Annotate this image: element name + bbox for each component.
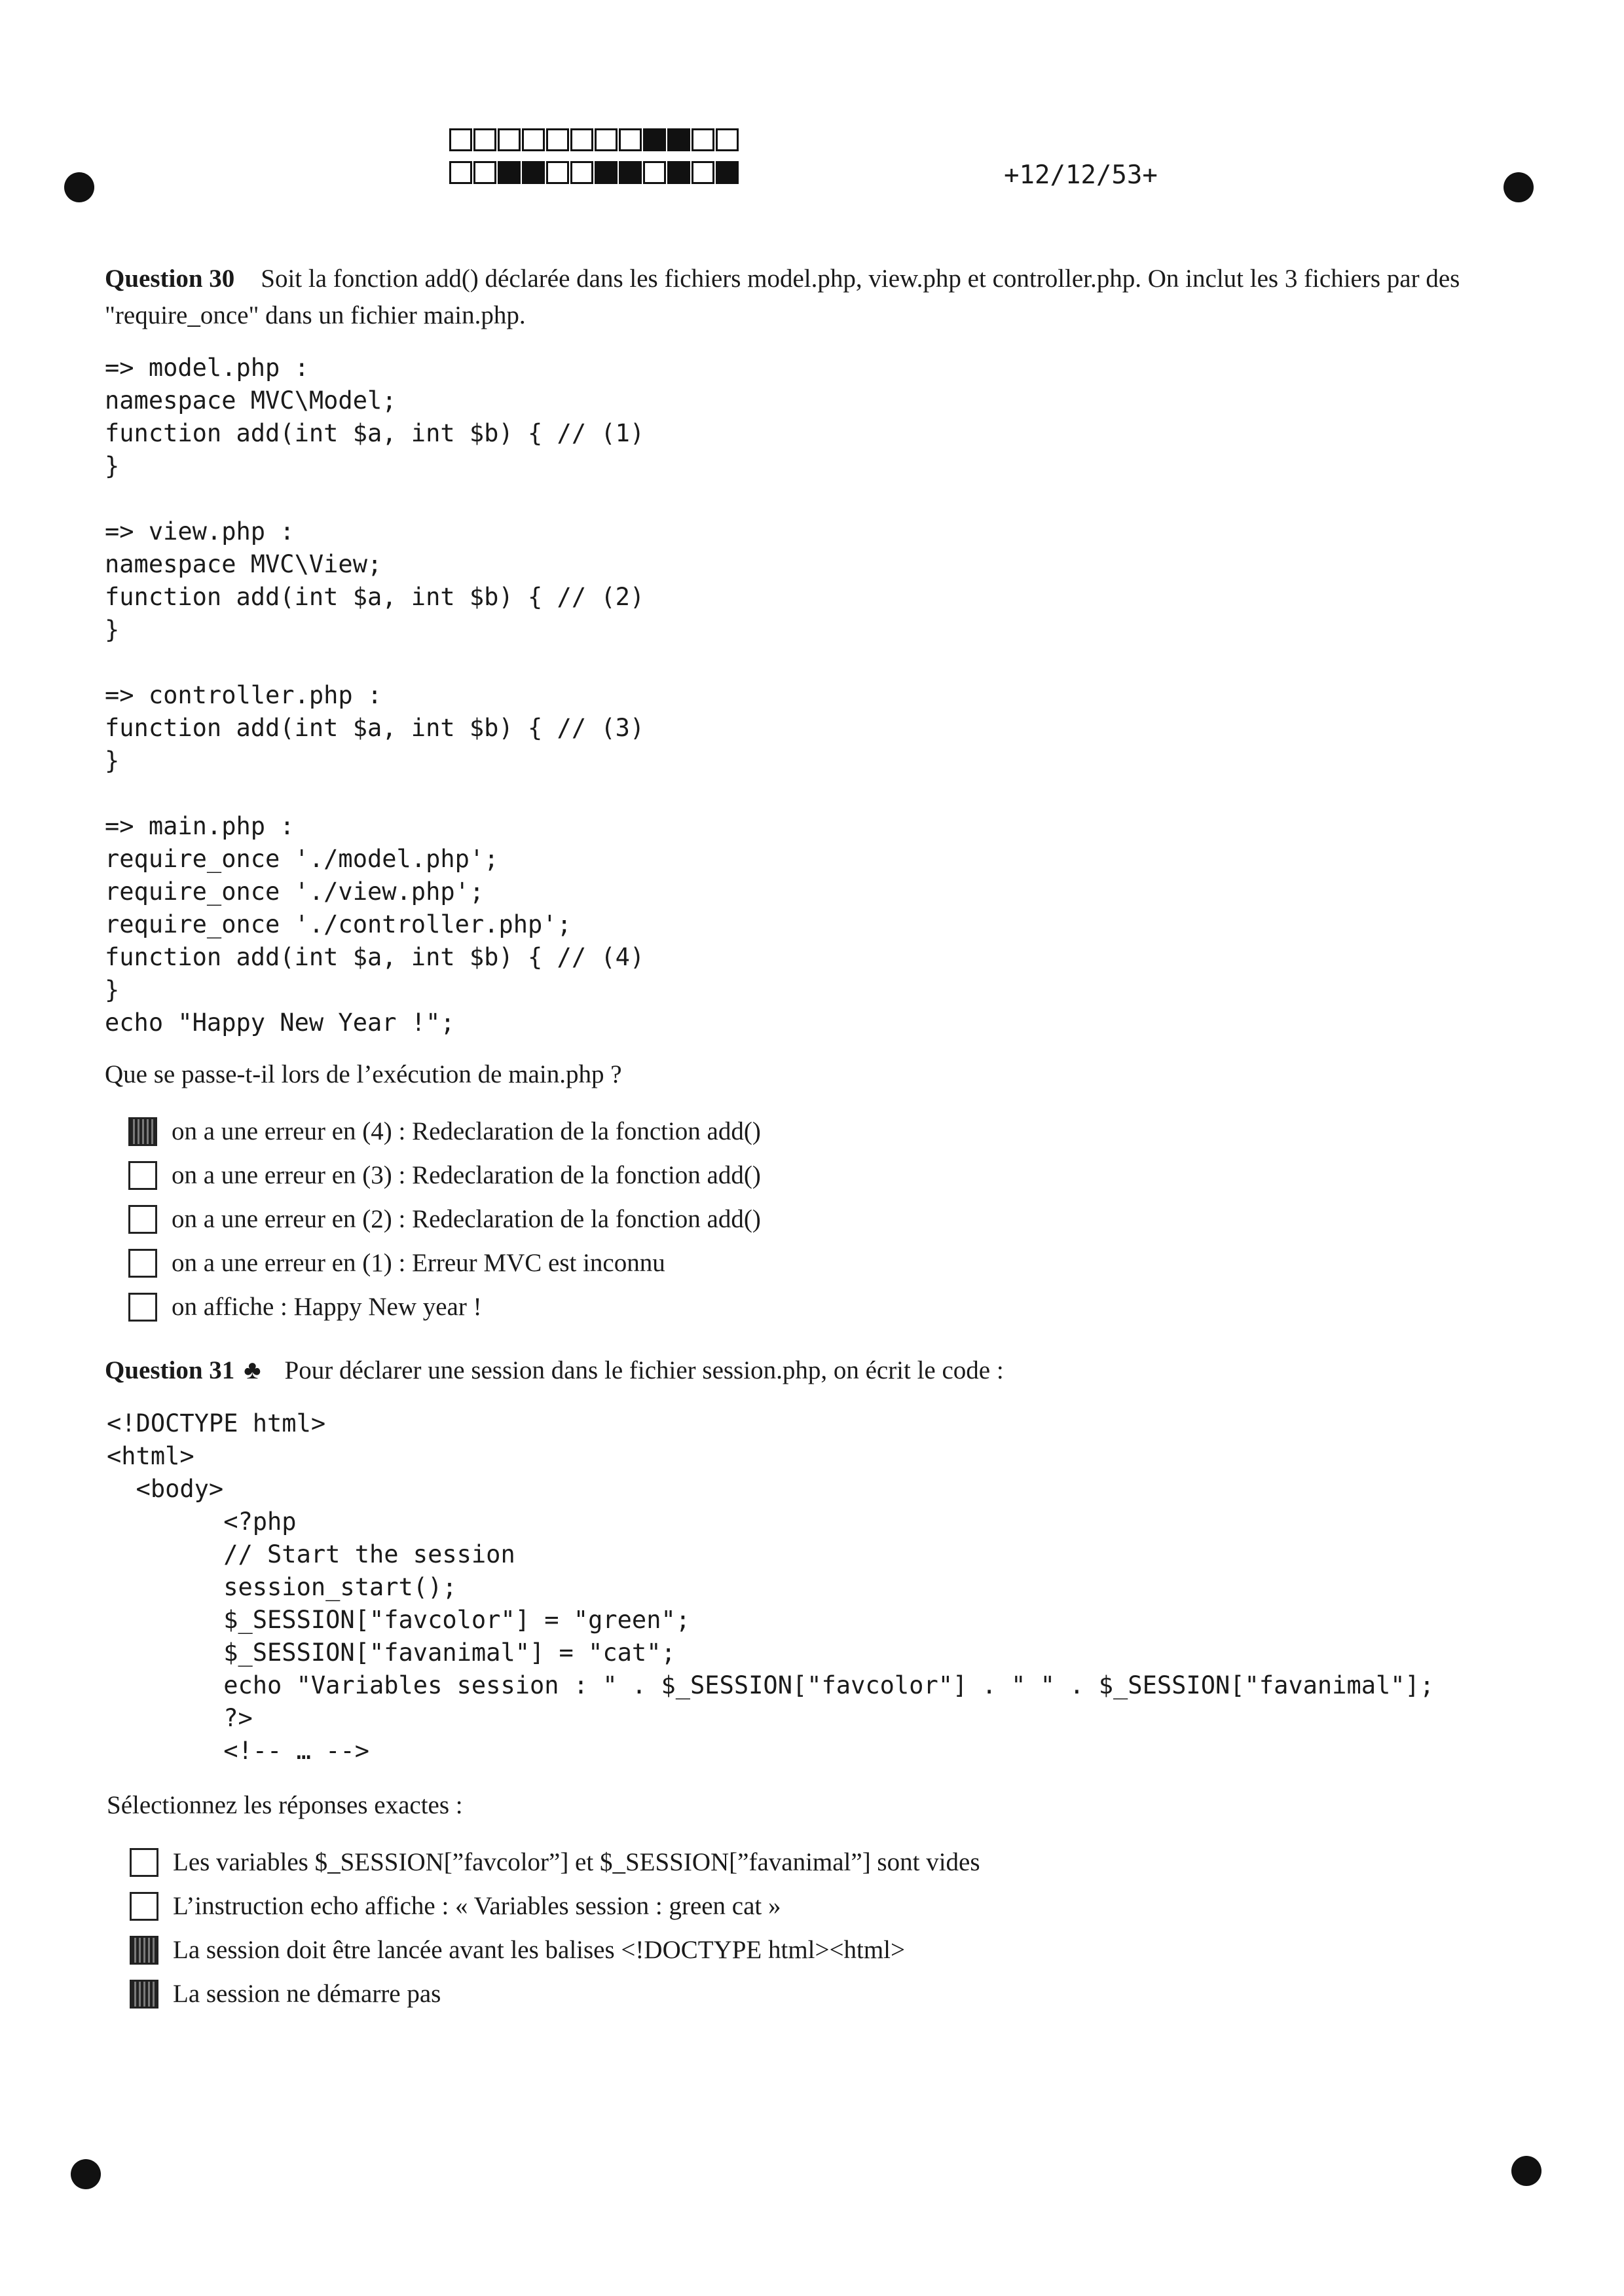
q31-answer[interactable]: [130, 1928, 980, 1972]
question-30-label: Question 30: [105, 265, 235, 293]
registration-mark-bottom-left: [71, 2159, 101, 2189]
question-31-label: Question 31: [105, 1356, 235, 1384]
registration-mark-top-right: [1504, 172, 1534, 202]
question-30-answers: [128, 1109, 761, 1329]
answer-label: on a une erreur en (1) : Erreur MVC est inconnu: [172, 1249, 665, 1277]
answer-label: L’instruction echo affiche : « Variables session : green cat »: [173, 1892, 781, 1920]
checkbox[interactable]: [130, 1848, 158, 1877]
checkbox-checked[interactable]: [128, 1117, 157, 1146]
page-code: +12/12/53+: [1004, 160, 1158, 190]
q30-answer[interactable]: [128, 1285, 761, 1329]
barcode-row-1: [449, 128, 740, 151]
answer-label: on a une erreur en (2) : Redeclaration de la fonction add(): [172, 1205, 761, 1233]
question-30-prompt: Que se passe-t-il lors de l’exécution de main.php ?: [105, 1060, 622, 1088]
q30-answer[interactable]: [128, 1197, 761, 1241]
answer-label: on affiche : Happy New year !: [172, 1293, 482, 1321]
checkbox[interactable]: [128, 1293, 157, 1322]
answer-label: on a une erreur en (3) : Redeclaration de la fonction add(): [172, 1161, 761, 1189]
checkbox[interactable]: [128, 1161, 157, 1190]
checkbox-checked[interactable]: [130, 1980, 158, 2009]
question-31-text: Pour déclarer une session dans le fichier session.php, on écrit le code :: [284, 1356, 1004, 1384]
q30-answer[interactable]: [128, 1153, 761, 1197]
question-31-header: [105, 1352, 1506, 1389]
answer-label: La session ne démarre pas: [173, 1980, 441, 2008]
checkbox-checked[interactable]: [130, 1936, 158, 1965]
registration-mark-bottom-right: [1511, 2156, 1541, 2186]
q30-answer[interactable]: [128, 1109, 761, 1153]
answer-label: La session doit être lancée avant les balises <!DOCTYPE html><html>: [173, 1936, 905, 1964]
barcode-row-2: [449, 161, 740, 184]
club-icon: ♣: [244, 1355, 261, 1384]
question-31-prompt: Sélectionnez les réponses exactes :: [107, 1791, 463, 1819]
q31-answer[interactable]: [130, 1884, 980, 1928]
question-30-header: [105, 261, 1506, 334]
registration-mark-top-left: [64, 172, 94, 202]
checkbox[interactable]: [128, 1249, 157, 1278]
question-31-code: <!DOCTYPE html> <html> <body> <?php // Start the session session_start(); $_SESSION["favcolor"] = "green"; $_SESSION["favanimal"] = "cat"; echo "Variables session : " . $_SESSION["favcolor"] . " " . $_SESSION["favanimal"]; ?> <!-- … -->: [107, 1409, 1435, 1765]
answer-label: Les variables $_SESSION[”favcolor”] et $_SESSION[”favanimal”] sont vides: [173, 1848, 980, 1876]
question-30-code: => model.php : namespace MVC\Model; function add(int $a, int $b) { // (1) } => view.php : namespace MVC\View; function add(int $a, int $b) { // (2) } => controller.php : function add(int $a, int $b) { // (3) } => main.php : require_once './model.php'; require_once './view.php'; require_once './controller.php'; function add(int $a, int $b) { // (4) } echo "Happy New Year !";: [105, 354, 645, 1037]
checkbox[interactable]: [130, 1892, 158, 1921]
q30-answer[interactable]: [128, 1241, 761, 1285]
q31-answer[interactable]: [130, 1840, 980, 1884]
q31-answer[interactable]: [130, 1972, 980, 2016]
question-31-answers: [130, 1840, 980, 2016]
checkbox[interactable]: [128, 1205, 157, 1234]
answer-label: on a une erreur en (4) : Redeclaration de la fonction add(): [172, 1117, 761, 1145]
question-30-text: Soit la fonction add() déclarée dans les fichiers model.php, view.php et controller.php. On inclut les 3 fichiers par des "require_once" dans un fichier main.php.: [105, 265, 1460, 329]
